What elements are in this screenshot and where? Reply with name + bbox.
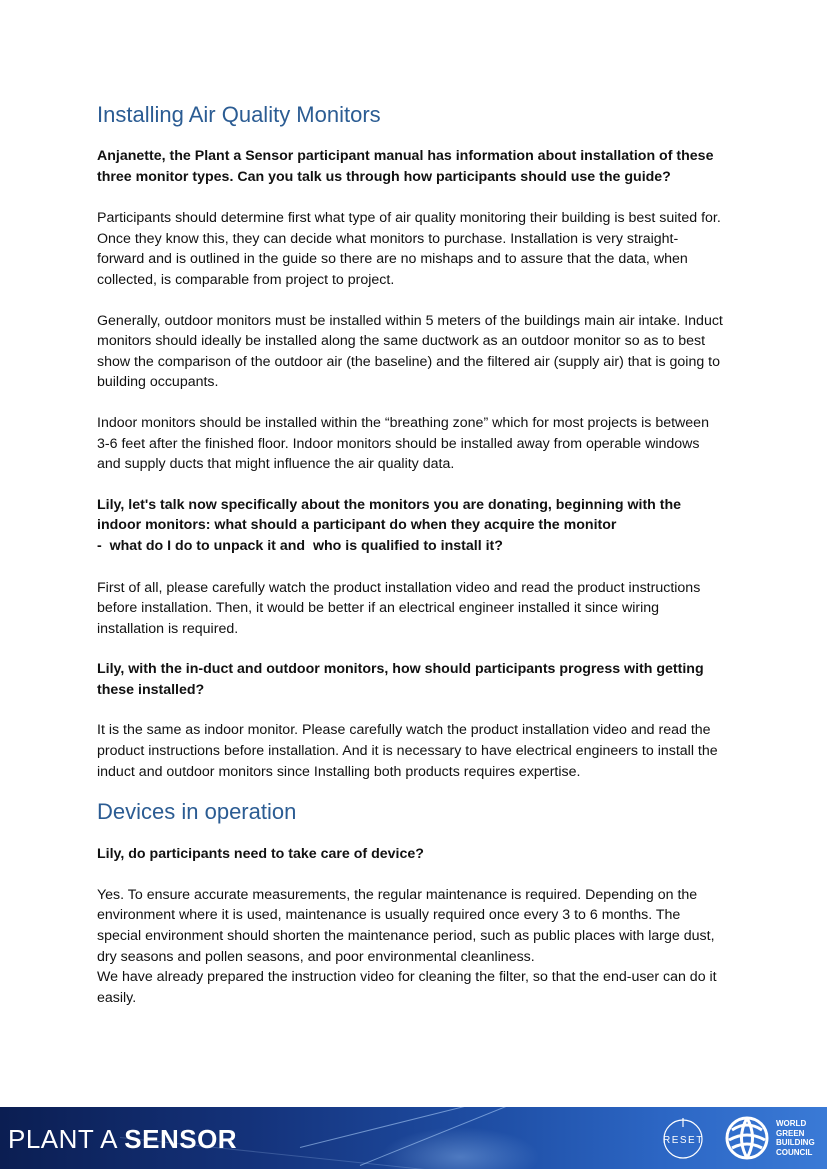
question-guide-usage: Anjanette, the Plant a Sensor participant manual has information about installation of these three monitor types. Can you talk us through how participants should use the guide?	[97, 148, 718, 185]
answer-determine-monitoring: Participants should determine first what type of air quality monitoring their building is best suited for. Once they know this, they can decide what monitors to purchase. Installation is very straight-forward and is outlined in the guide so there are no mishaps and to assure that the data, when collected, is comparable from project to project.	[97, 210, 721, 288]
brand-thin-text: PLANT A	[8, 1124, 125, 1154]
reset-logo	[658, 1115, 708, 1161]
reset-logo-text: RESET	[663, 1135, 704, 1146]
plant-a-sensor-logo	[8, 1124, 237, 1155]
answer-maintenance: Yes. To ensure accurate measurements, the regular maintenance is required. Depending on the environment where it is used, maintenance is usually required once every 3 to 6 months. The special environment should shorten the maintenance period, such as public places with large dust, dry seasons and pollen seasons, and poor environmental cleanliness.	[97, 886, 715, 965]
wgbc-line: BUILDING	[776, 1138, 815, 1147]
answer-cleaning-video: We have already prepared the instruction video for cleaning the filter, so that the end-user can do it easily.	[97, 969, 717, 1006]
answer-indoor-placement: Indoor monitors should be installed within the “breathing zone” which for most projects is between 3-6 feet after the finished floor. Indoor monitors should be installed away from operable windows and supply ducts that might influence the air quality data.	[97, 414, 709, 473]
section-title-devices-operation: Devices in operation	[97, 799, 297, 825]
page-footer-banner	[0, 1107, 827, 1169]
answer-indoor-installation: First of all, please carefully watch the product installation video and read the product instructions before installation. Then, it would be better if an electrical engineer installed it since wiring installation is required.	[97, 579, 701, 637]
wgbc-line: COUNCIL	[776, 1147, 813, 1157]
question-device-care: Lily, do participants need to take care of device?	[97, 846, 424, 863]
globe-icon	[724, 1114, 770, 1162]
brand-bold-text: SENSOR	[124, 1124, 238, 1154]
question-indoor-monitors: Lily, let's talk now specifically about the monitors you are donating, beginning with the indoor monitors: what should a participant do when they acquire the monitor - what do I do to unpack it and who is qualified to install it?	[97, 496, 682, 554]
document-body	[97, 100, 725, 1008]
wgbc-logo-text	[776, 1119, 815, 1157]
wgbc-line: GREEN	[776, 1128, 805, 1138]
wgbc-line: WORLD	[776, 1119, 807, 1128]
answer-outdoor-induct-placement: Generally, outdoor monitors must be installed within 5 meters of the buildings main air intake. Induct monitors should ideally be installed along the same ductwork as an outdoor monitor so as to best show the comparison of the outdoor air (the baseline) and the filtered air (supply air) that is going to building occupants.	[97, 312, 723, 391]
question-induct-outdoor: Lily, with the in-duct and outdoor monitors, how should participants progress with getting these installed?	[97, 661, 708, 698]
section-title-installing: Installing Air Quality Monitors	[97, 102, 381, 127]
answer-induct-outdoor-installation: It is the same as indoor monitor. Please carefully watch the product installation video and read the product instructions before installation. And it is necessary to have electrical engineers to install the induct and outdoor monitors since Installing both products requires expertise.	[97, 722, 718, 780]
wgbc-globe-logo	[724, 1114, 770, 1162]
